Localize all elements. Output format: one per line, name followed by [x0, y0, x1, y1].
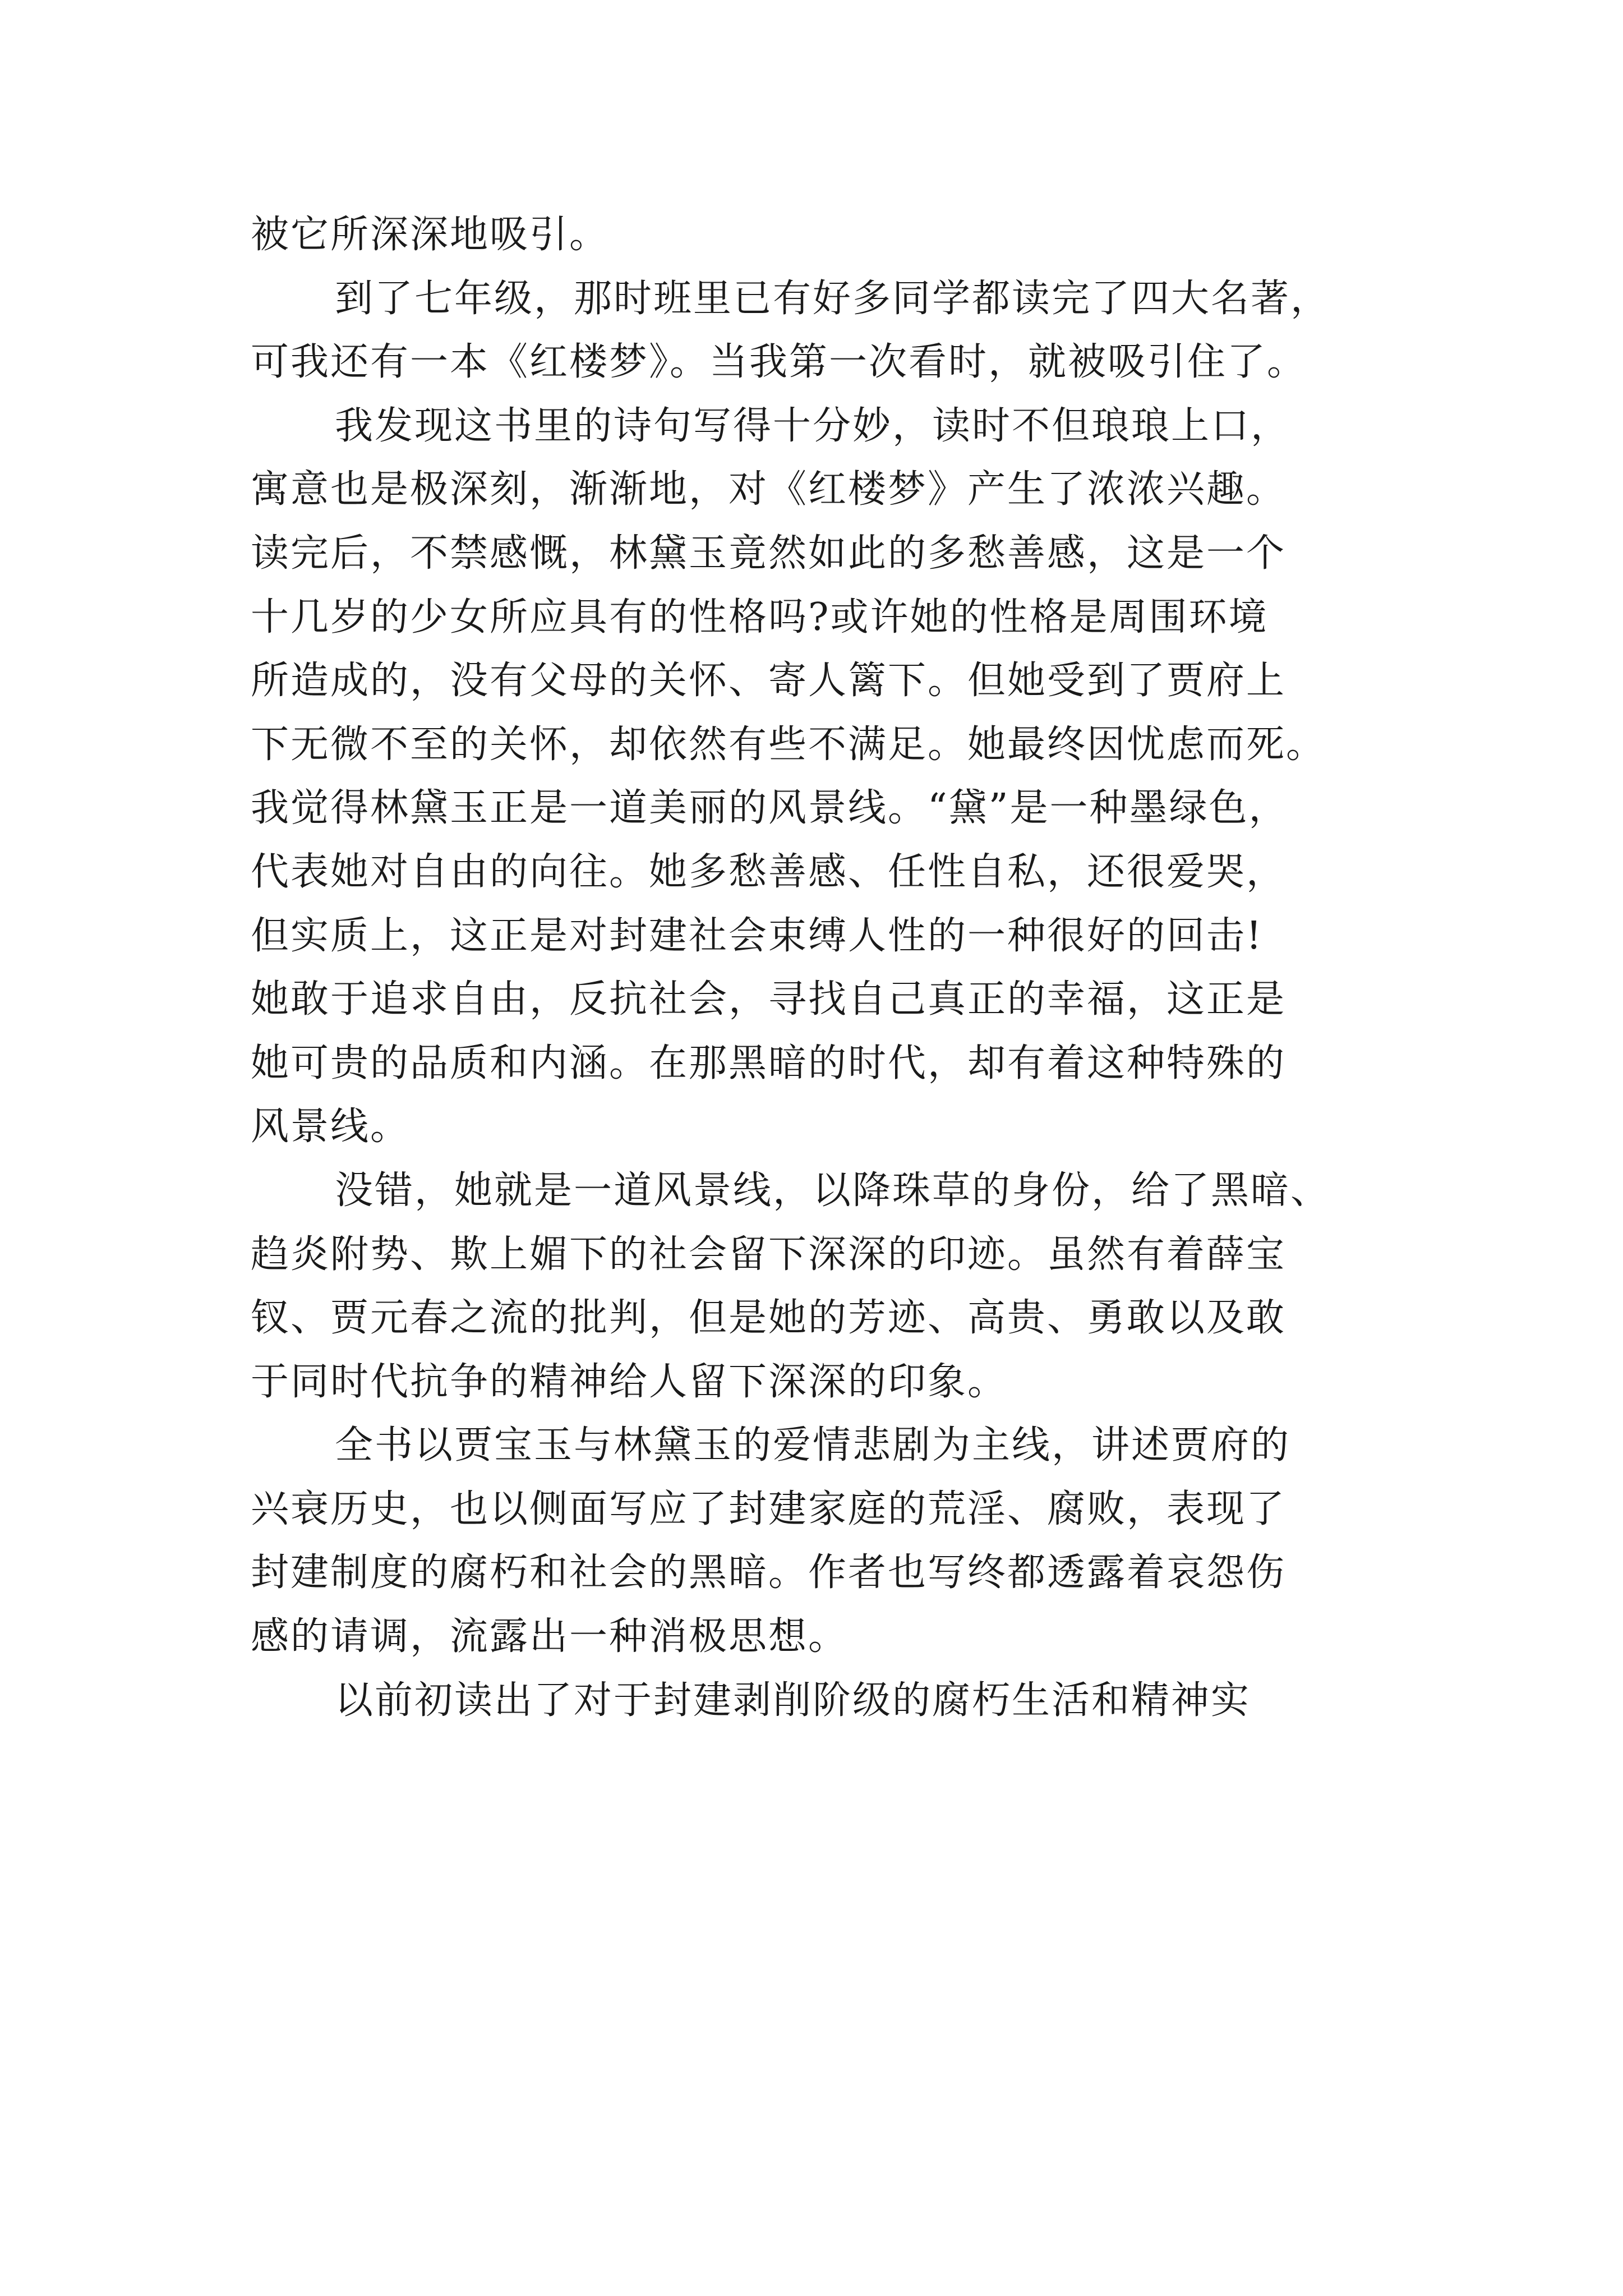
- text-line: 代表她对自由的向往。她多愁善感、任性自私，还很爱哭，: [251, 849, 1287, 894]
- text-line: 我发现这书里的诗句写得十分妙，读时不但琅琅上口，: [335, 403, 1291, 448]
- text-line: 她可贵的品质和内涵。在那黑暗的时代，却有着这种特殊的: [251, 1041, 1287, 1085]
- text-line: 被它所深深地吸引。: [251, 213, 610, 257]
- text-line: 但实质上，这正是对封建社会束缚人性的一种很好的回击!: [251, 913, 1264, 958]
- text-line: 风景线。: [251, 1105, 411, 1149]
- text-line: 全书以贾宝玉与林黛玉的爱情悲剧为主线，讲述贾府的: [335, 1423, 1291, 1468]
- text-line: 寓意也是极深刻，渐渐地，对《红楼梦》产生了浓浓兴趣。: [251, 467, 1287, 512]
- text-line: 以前初读出了对于封建剥削阶级的腐朽生活和精神实: [335, 1678, 1251, 1723]
- text-line: 于同时代抗争的精神给人留下深深的印象。: [251, 1359, 1008, 1404]
- text-line: 感的请调，流露出一种消极思想。: [251, 1614, 849, 1659]
- text-line: 下无微不至的关怀，却依然有些不满足。她最终因忧虑而死。: [251, 722, 1326, 767]
- text-line: 钗、贾元春之流的批判，但是她的芳迹、高贵、勇敢以及敢: [251, 1296, 1287, 1341]
- text-line: 她敢于追求自由，反抗社会，寻找自己真正的幸福，这正是: [251, 977, 1287, 1022]
- text-line: 没错，她就是一道风景线，以降珠草的身份，给了黑暗、: [335, 1168, 1331, 1213]
- text-line: 所造成的，没有父母的关怀、寄人篱下。但她受到了贾府上: [251, 659, 1287, 703]
- body-text: [251, 203, 1406, 1732]
- text-line: 十几岁的少女所应具有的性格吗?或许她的性格是周围环境: [251, 595, 1269, 639]
- text-line: 封建制度的腐朽和社会的黑暗。作者也写终都透露着哀怨伤: [251, 1550, 1287, 1595]
- text-line: 趋炎附势、欺上媚下的社会留下深深的印迹。虽然有着薛宝: [251, 1232, 1287, 1277]
- text-line: 到了七年级，那时班里已有好多同学都读完了四大名著，: [335, 276, 1331, 321]
- text-line: 读完后，不禁感慨，林黛玉竟然如此的多愁善感，这是一个: [251, 531, 1287, 576]
- text-line: 可我还有一本《红楼梦》。当我第一次看时，就被吸引住了。: [251, 340, 1307, 385]
- text-line: 我觉得林黛玉正是一道美丽的风景线。“黛”是一种墨绿色，: [251, 786, 1289, 831]
- text-line: 兴衰历史，也以侧面写应了封建家庭的荒淫、腐败，表现了: [251, 1487, 1287, 1531]
